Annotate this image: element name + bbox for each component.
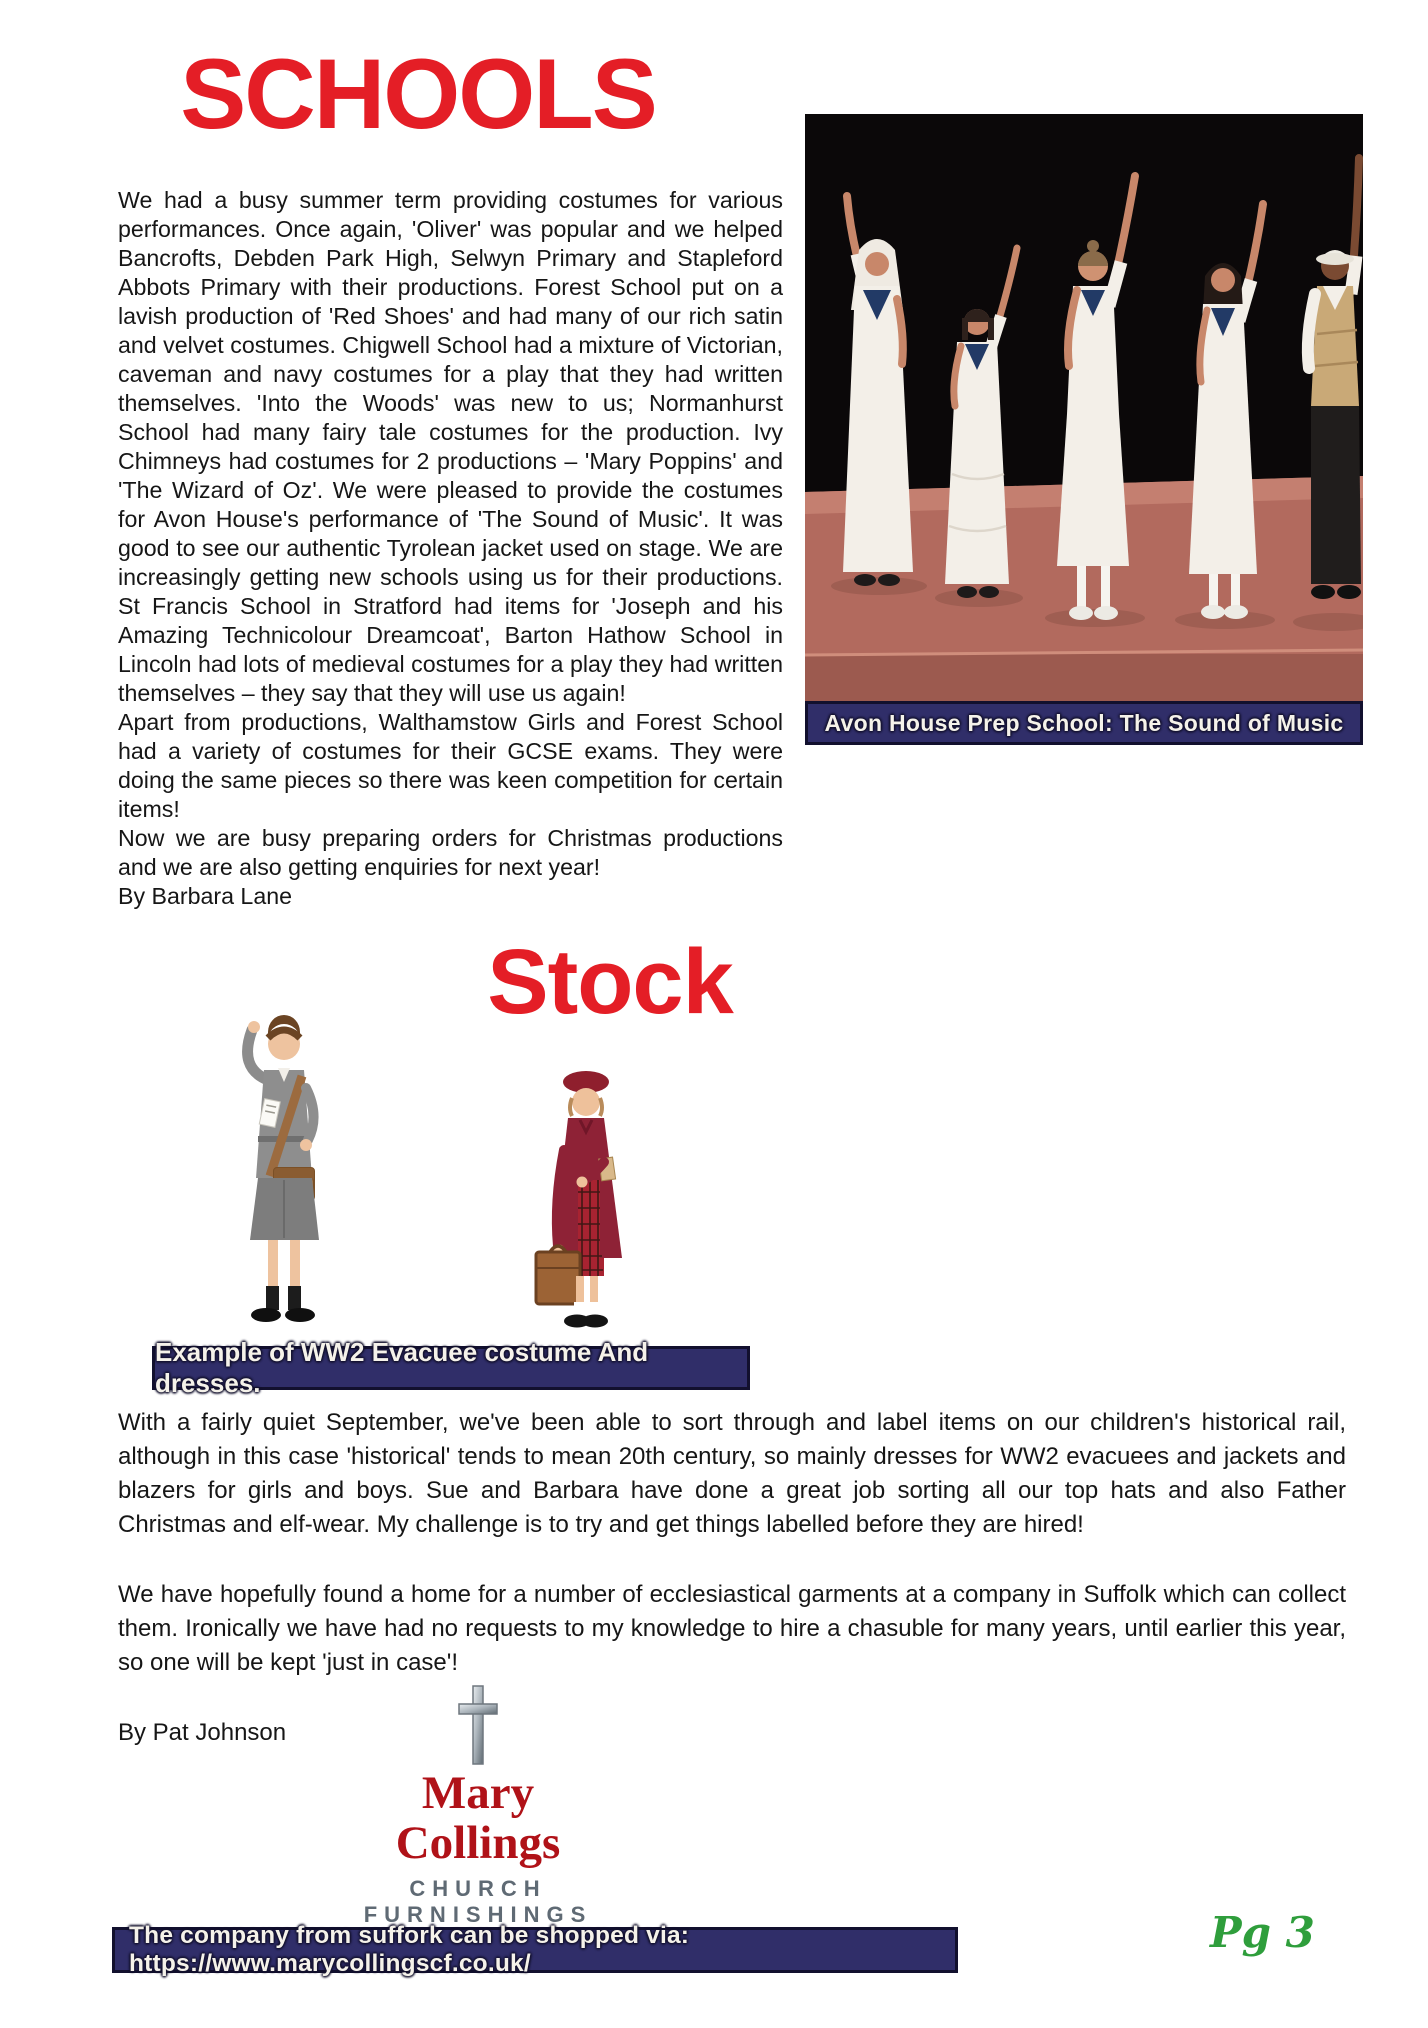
page-number: Pg 3: [1210, 1908, 1315, 1957]
schools-article: [118, 186, 783, 911]
stock-byline: By Pat Johnson: [118, 1719, 287, 1746]
evacuee-girl-illustration: [534, 1062, 640, 1334]
logo-name-line2: Collings: [395, 1817, 561, 1869]
illustration-caption: Example of WW2 Evacuee costume And dresses.: [152, 1346, 750, 1390]
footer-shop-info: The company from suffork can be shopped via: https://www.marycollingscf.co.uk/: [112, 1927, 958, 1973]
paragraph: We had a busy summer term providing costumes for various performances. Once again, 'Oliver' was popular and we helped Bancrofts, Debden Park High, Selwyn Primary and Stapleford Abbots Primary with their productions. Forest School put on a lavish production of 'Red Shoes' and had many of our rich satin and velvet costumes. Chigwell School had a mixture of Victorian, caveman and navy costumes for a play that they had written themselves. 'Into the Woods' was new to us; Normanhurst School had many fairy tale costumes for the production. Ivy Chimneys had costumes for 2 productions – 'Mary Poppins' and 'The Wizard of Oz'. We were pleased to provide the costumes for Avon House's performance of 'The Sound of Music'. It was good to see our authentic Tyrolean jacket used on stage. We are increasingly getting new schools using us for their productions. St Francis School in Stratford had items for 'Joseph and his Amazing Technicolour Dreamcoat', Barton Hathow School in Lincoln had lots of medieval costumes for a play they had written themselves – they say that they will use us again!: [118, 187, 783, 706]
evacuee-boy-illustration: [222, 1008, 350, 1330]
paragraph: Now we are busy preparing orders for Christmas productions and we are also getting enquiries for next year!: [118, 825, 783, 880]
photo-caption: Avon House Prep School: The Sound of Music: [805, 701, 1363, 745]
schools-section-title: SCHOOLS: [180, 38, 656, 149]
mary-collings-logo: [298, 1684, 658, 1928]
paragraph: With a fairly quiet September, we've been able to sort through and label items on our children's historical rail, although in this case 'historical' tends to mean 20th century, so mainly dresses for WW2 evacuees and jackets and blazers for girls and boys. Sue and Barbara have done a great job sorting all our top hats and also Father Christmas and elf-wear. My challenge is to try and get things labelled before they are hired!: [118, 1409, 1346, 1538]
logo-subtitle: CHURCH FURNISHINGS: [363, 1876, 593, 1927]
cross-icon: [455, 1684, 501, 1766]
paragraph: Apart from productions, Walthamstow Girls and Forest School had a variety of costumes for their GCSE exams. They were doing the same pieces so there was keen competition for certain items!: [118, 709, 783, 822]
stage-photo-graphic: [805, 114, 1363, 702]
stage-performance-photo: [805, 114, 1363, 702]
stock-section-title: Stock: [487, 931, 733, 1033]
schools-byline: By Barbara Lane: [118, 883, 293, 909]
logo-name-line1: Mary: [421, 1767, 535, 1819]
paragraph: We have hopefully found a home for a number of ecclesiastical garments at a company in Suffolk which can collect them. Ironically we have had no requests to my knowledge to hire a chasuble for many years, until earlier this year, so one will be kept 'just in case'!: [118, 1581, 1346, 1676]
